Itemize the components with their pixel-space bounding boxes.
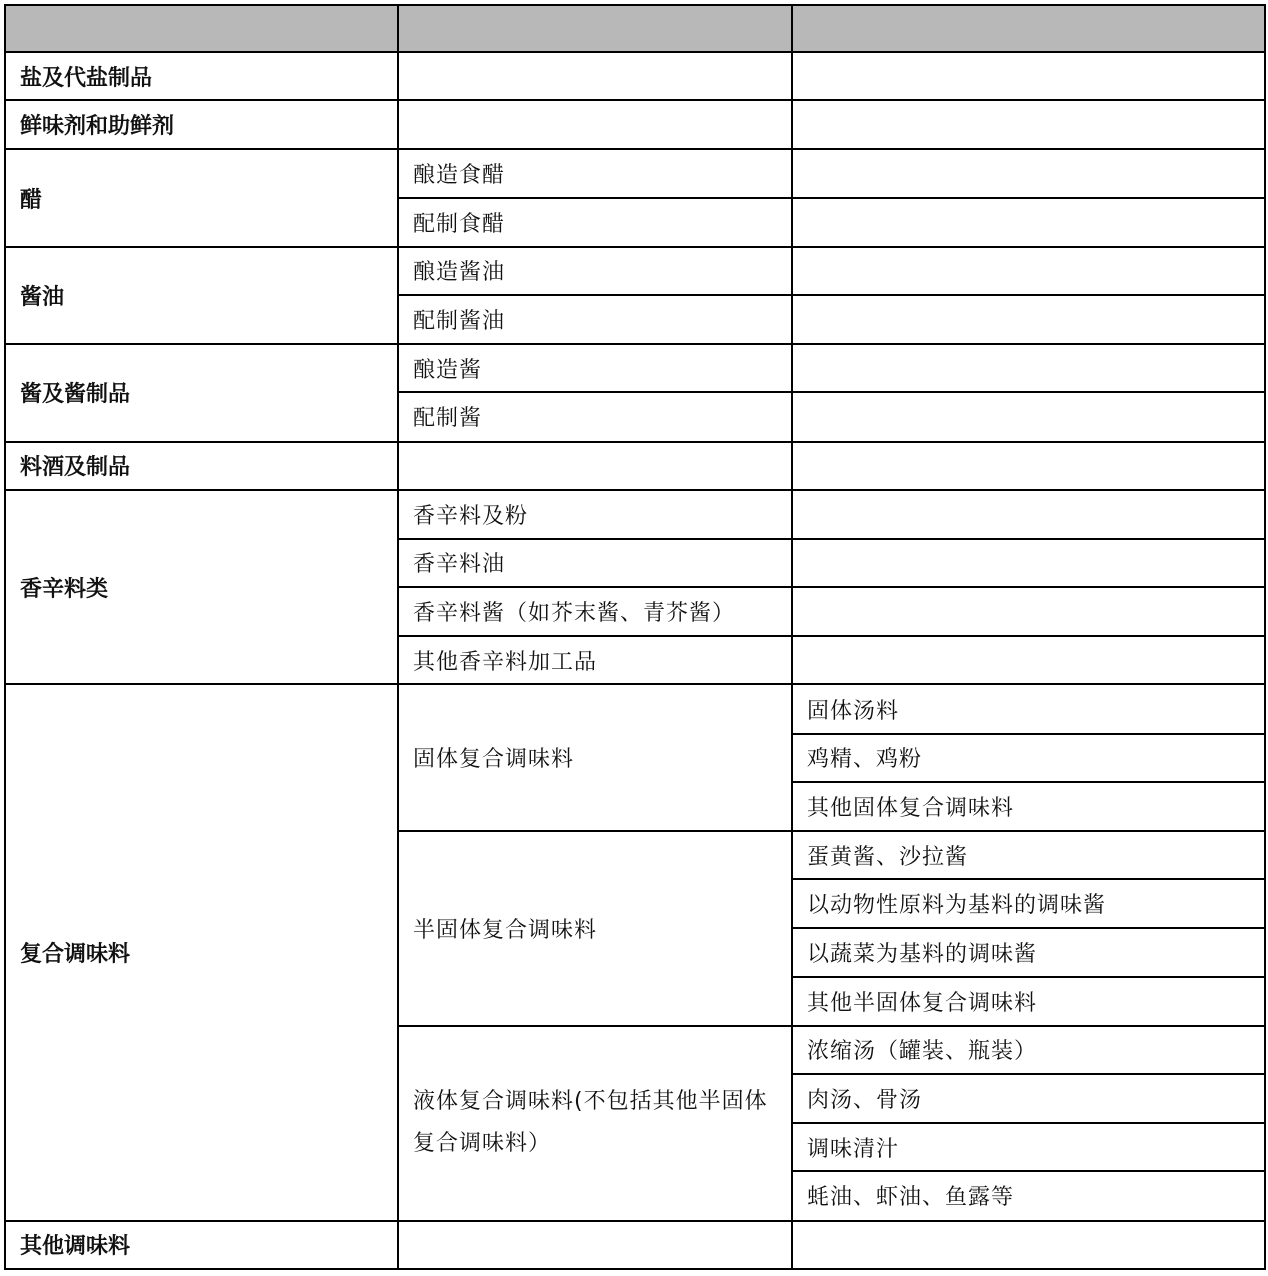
empty-cell — [792, 295, 1265, 344]
item-cell: 以蔬菜为基料的调味酱 — [792, 928, 1265, 976]
table-row — [5, 344, 1265, 392]
subcategory-cell: 酿造食醋 — [398, 149, 792, 197]
category-cell: 酱油 — [5, 247, 398, 344]
category-cell: 其他调味料 — [5, 1221, 398, 1270]
table-row — [5, 149, 1265, 197]
item-cell: 肉汤、骨汤 — [792, 1074, 1265, 1123]
subcategory-cell: 配制酱 — [398, 392, 792, 441]
subcategory-cell: 酿造酱 — [398, 344, 792, 392]
subcategory-cell: 香辛料及粉 — [398, 490, 792, 539]
empty-cell — [792, 100, 1265, 149]
empty-cell — [792, 344, 1265, 392]
empty-cell — [398, 100, 792, 149]
empty-cell — [398, 52, 792, 100]
table-row — [5, 442, 1265, 490]
empty-cell — [398, 1221, 792, 1270]
item-cell: 调味清汁 — [792, 1123, 1265, 1171]
header-cell — [5, 5, 398, 52]
category-cell: 盐及代盐制品 — [5, 52, 398, 100]
header-cell — [398, 5, 792, 52]
subcategory-cell: 配制酱油 — [398, 295, 792, 344]
item-cell: 其他半固体复合调味料 — [792, 977, 1265, 1026]
table-row — [5, 52, 1265, 100]
empty-cell — [792, 490, 1265, 539]
table-row — [5, 490, 1265, 539]
item-cell: 蚝油、虾油、鱼露等 — [792, 1171, 1265, 1220]
subcategory-cell: 其他香辛料加工品 — [398, 636, 792, 684]
item-cell: 其他固体复合调味料 — [792, 782, 1265, 831]
item-cell: 鸡精、鸡粉 — [792, 734, 1265, 782]
table-row — [5, 247, 1265, 295]
category-cell: 料酒及制品 — [5, 442, 398, 490]
subcategory-cell: 液体复合调味料(不包括其他半固体复合调味料） — [398, 1026, 792, 1221]
subcategory-cell: 固体复合调味料 — [398, 684, 792, 831]
empty-cell — [792, 198, 1265, 247]
subcategory-cell: 香辛料酱（如芥末酱、青芥酱） — [398, 587, 792, 636]
item-cell: 以动物性原料为基料的调味酱 — [792, 879, 1265, 928]
subcategory-cell: 香辛料油 — [398, 539, 792, 587]
category-cell: 醋 — [5, 149, 398, 246]
category-cell: 酱及酱制品 — [5, 344, 398, 441]
empty-cell — [792, 1221, 1265, 1270]
empty-cell — [792, 636, 1265, 684]
empty-cell — [792, 247, 1265, 295]
empty-cell — [792, 149, 1265, 197]
item-cell: 浓缩汤（罐装、瓶装） — [792, 1026, 1265, 1074]
category-cell: 香辛料类 — [5, 490, 398, 685]
empty-cell — [792, 587, 1265, 636]
empty-cell — [792, 442, 1265, 490]
empty-cell — [792, 52, 1265, 100]
subcategory-cell: 半固体复合调味料 — [398, 831, 792, 1026]
item-cell: 蛋黄酱、沙拉酱 — [792, 831, 1265, 879]
subcategory-cell: 酿造酱油 — [398, 247, 792, 295]
empty-cell — [398, 442, 792, 490]
subcategory-cell: 配制食醋 — [398, 198, 792, 247]
header-cell — [792, 5, 1265, 52]
condiment-category-table — [4, 4, 1266, 1270]
table-row — [5, 684, 1265, 733]
category-cell: 鲜味剂和助鲜剂 — [5, 100, 398, 149]
table-row — [5, 100, 1265, 149]
header-row — [5, 5, 1265, 52]
empty-cell — [792, 392, 1265, 441]
empty-cell — [792, 539, 1265, 587]
table-row — [5, 1221, 1265, 1270]
item-cell: 固体汤料 — [792, 684, 1265, 733]
category-cell: 复合调味料 — [5, 684, 398, 1220]
